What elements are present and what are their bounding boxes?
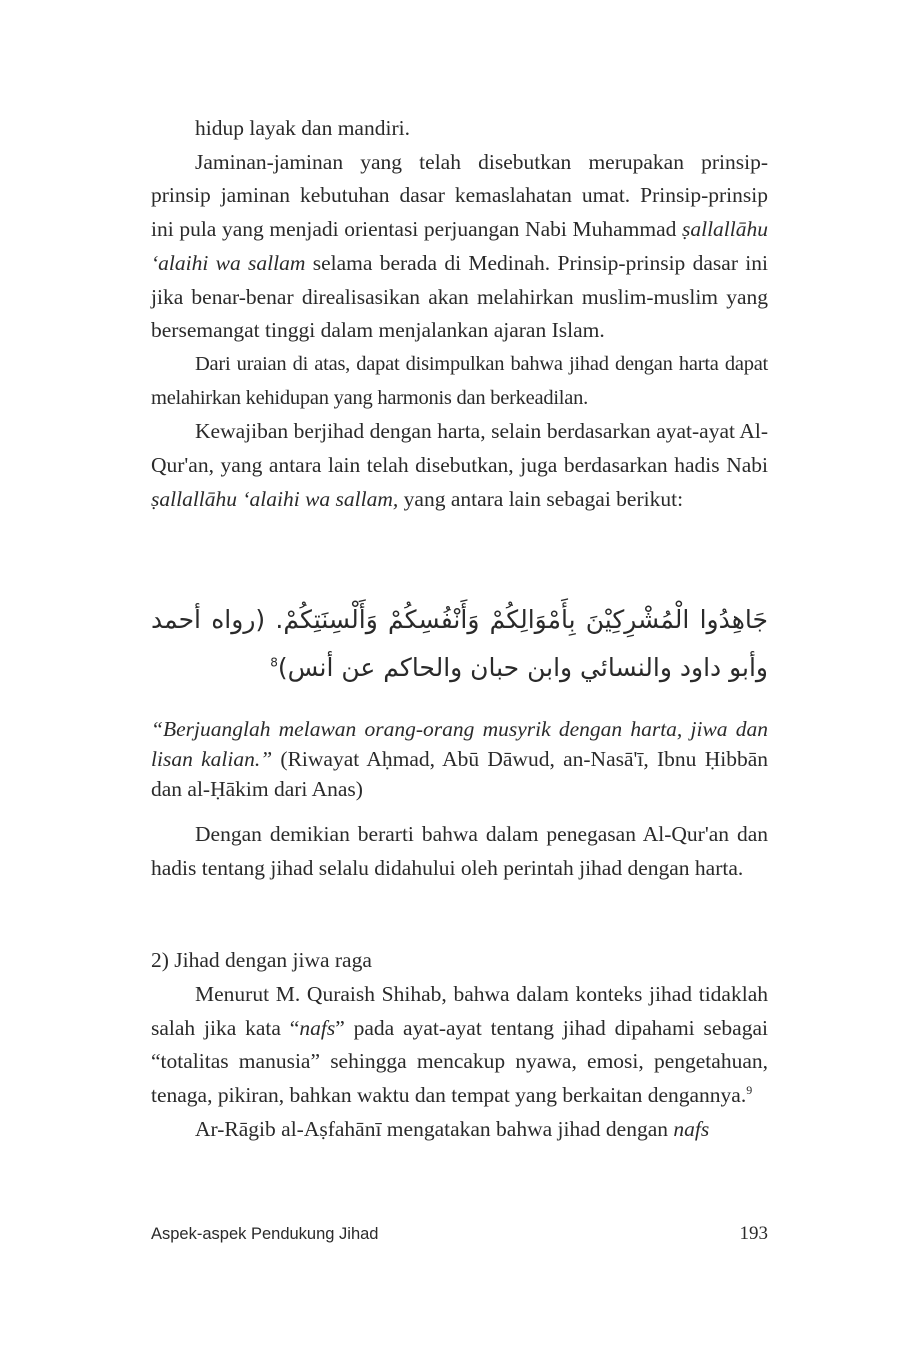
text-run: Ar-Rāgib al-Aṣfahānī mengatakan bahwa jihad dengan: [195, 1116, 674, 1141]
translation-source: (Riwayat Aḥmad, Abū Dāwud, an-Nasā'ī, Ibnu Ḥibbān dan al-Ḥākim dari Anas): [151, 747, 768, 801]
paragraph-demikian: Dengan demikian berarti bahwa dalam penegasan Al-Qur'an dan hadis tentang jihad selalu didahului oleh perintah jihad dengan harta.: [151, 822, 768, 880]
paragraph-continuation: hidup layak dan mandiri.: [195, 116, 410, 140]
body-text-top: [151, 112, 768, 516]
text-run: Menurut M. Quraish Shihab, bahwa dalam konteks jihad tidaklah salah jika kata “: [151, 982, 768, 1040]
translation-italic: “Berjuanglah melawan orang-orang musyrik dengan harta, jiwa dan lisan kalian.”: [151, 717, 768, 771]
hadith-translation: [151, 714, 768, 804]
paragraph-conclusion: Dari uraian di atas, dapat disimpulkan bahwa jihad dengan harta dapat melahirkan kehidupan yang harmonis dan berkeadilan.: [151, 352, 768, 409]
term-italic: nafs: [673, 1116, 710, 1141]
paragraph-jaminan: [151, 146, 768, 348]
arabic-text: جَاهِدُوا الْمُشْرِكِيْنَ بِأَمْوَالِكُمْ وَأَنْفُسِكُمْ وَأَلْسِنَتِكُمْ. (رواه أحمد وأبو داود والنسائي وابن حبان والحاكم عن أنس): [151, 605, 768, 682]
section-heading: 2) Jihad dengan jiwa raga: [151, 948, 372, 972]
text-run: selama berada di Medinah. Prinsip-prinsip dasar ini jika benar-benar direalisasikan akan melahirkan muslim-muslim yang bersemangat tinggi dalam menjalankan ajaran Islam.: [151, 250, 768, 343]
honorific-italic: ṣallallāhu ‘alaihi wa sallam,: [151, 486, 399, 511]
text-run: Kewajiban berjihad dengan harta, selain berdasarkan ayat-ayat Al-Qur'an, yang antara lain telah disebutkan, juga berdasarkan hadis Nabi: [151, 419, 768, 478]
text-run: yang antara lain sebagai berikut:: [398, 486, 684, 511]
text-run: Jaminan-jaminan yang telah disebutkan merupakan prinsip-prinsip jaminan kebutuhan dasar kemaslahatan umat. Prinsip-prinsip ini pula yang menjadi orientasi perjuangan Nabi Muhammad: [151, 149, 768, 242]
footnote-marker: 8: [270, 655, 278, 670]
page-number: 193: [739, 1223, 768, 1244]
hadith-arabic: [151, 596, 768, 692]
body-text-bottom: [151, 978, 768, 1147]
page-footer: [151, 1220, 768, 1250]
paragraph-kewajiban: [151, 415, 768, 516]
term-italic: nafs: [299, 1015, 336, 1040]
body-text-middle: [151, 818, 768, 885]
running-title: Aspek-aspek Pendukung Jihad: [151, 1225, 379, 1243]
footnote-marker: 9: [746, 1082, 753, 1097]
honorific-italic: ṣallallāhu ‘alaihi wa sallam: [151, 217, 768, 275]
paragraph-quraish: [151, 978, 768, 1113]
text-run: ” pada ayat-ayat tentang jihad dipahami sebagai “totalitas manusia” sehingga mencakup nyawa, emosi, pengetahuan, tenaga, pikiran, bahkan waktu dan tempat yang berkaitan dengannya.: [151, 1015, 768, 1108]
paragraph-ragib: [151, 1113, 768, 1147]
